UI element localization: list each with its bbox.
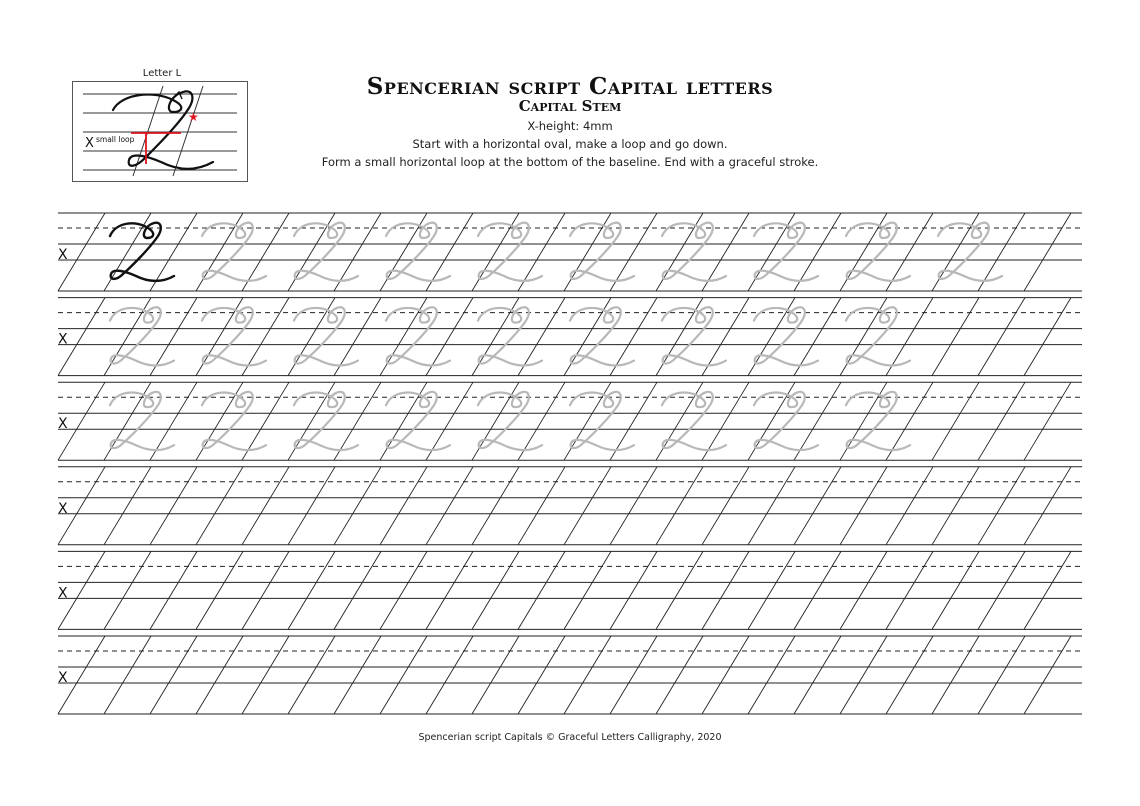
slant-line — [794, 467, 841, 545]
slant-line — [150, 636, 197, 714]
slant-line — [886, 298, 933, 376]
footer-copyright: Spencerian script Capitals © Graceful Letters Calligraphy, 2020 — [418, 732, 722, 743]
traced-letter-l-glyph — [754, 223, 818, 281]
practice-row — [58, 298, 1082, 376]
slant-line — [334, 467, 381, 545]
slant-line — [840, 551, 887, 629]
slant-line — [242, 213, 289, 291]
slant-line — [656, 467, 703, 545]
traced-letter-l-glyph — [846, 307, 910, 365]
slant-line — [1024, 636, 1071, 714]
slant-line — [886, 636, 933, 714]
x-height-mark: X — [58, 247, 68, 263]
slant-line — [104, 551, 151, 629]
page-subtitle: Capital Stem — [518, 97, 622, 115]
slant-line — [978, 298, 1025, 376]
slant-line — [702, 213, 749, 291]
slant-line — [748, 551, 795, 629]
traced-letter-l-glyph — [386, 307, 450, 365]
slant-line — [196, 551, 243, 629]
slant-line — [748, 467, 795, 545]
traced-letter-l-glyph — [478, 223, 542, 281]
slant-line — [610, 298, 657, 376]
practice-row — [58, 551, 1082, 629]
slant-line — [518, 467, 565, 545]
x-height-mark: X — [58, 670, 68, 686]
slant-line — [932, 382, 979, 460]
slant-line — [932, 298, 979, 376]
traced-letter-l-glyph — [570, 223, 634, 281]
slant-line — [426, 382, 473, 460]
slant-line — [426, 551, 473, 629]
slant-line — [196, 636, 243, 714]
letter-l-glyph — [110, 223, 174, 281]
slant-line — [794, 551, 841, 629]
slant-line — [242, 298, 289, 376]
slant-line — [518, 298, 565, 376]
slant-line — [104, 467, 151, 545]
traced-letter-l-glyph — [754, 392, 818, 450]
slant-line — [380, 467, 427, 545]
slant-line — [380, 636, 427, 714]
traced-letter-l-glyph — [110, 392, 174, 450]
slant-line — [564, 467, 611, 545]
slant-line — [610, 636, 657, 714]
x-height-mark: X — [58, 500, 68, 517]
slant-line — [150, 551, 197, 629]
slant-line — [702, 467, 749, 545]
slant-line — [1024, 298, 1071, 376]
sample-x-mark: X — [85, 136, 94, 151]
slant-line — [840, 636, 887, 714]
slant-line — [656, 636, 703, 714]
x-height-mark: X — [58, 416, 68, 433]
traced-letter-l-glyph — [386, 392, 450, 450]
slant-line — [242, 382, 289, 460]
traced-letter-l-glyph — [754, 307, 818, 365]
slant-line — [656, 551, 703, 629]
x-height-mark: X — [58, 585, 68, 602]
traced-letter-l-glyph — [846, 223, 910, 281]
traced-letter-l-glyph — [938, 223, 1002, 281]
slant-line — [104, 636, 151, 714]
slant-line — [518, 382, 565, 460]
slant-line — [1024, 551, 1071, 629]
traced-letter-l-glyph — [294, 392, 358, 450]
slant-line — [886, 213, 933, 291]
traced-letter-l-glyph — [294, 307, 358, 365]
slant-line — [150, 213, 197, 291]
traced-letter-l-glyph — [662, 223, 726, 281]
traced-letter-l-glyph — [386, 223, 450, 281]
slant-line — [932, 551, 979, 629]
slant-line — [334, 551, 381, 629]
page-title: Spencerian script Capital letters — [366, 73, 774, 100]
slant-line — [518, 551, 565, 629]
slant-line — [426, 298, 473, 376]
slant-line — [702, 298, 749, 376]
slant-line — [150, 298, 197, 376]
traced-letter-l-glyph — [294, 223, 358, 281]
traced-letter-l-glyph — [478, 307, 542, 365]
slant-line — [288, 636, 335, 714]
slant-line — [932, 467, 979, 545]
slant-line — [978, 382, 1025, 460]
loop-label: small loop — [96, 135, 135, 144]
traced-letter-l-glyph — [846, 392, 910, 450]
slant-line — [794, 382, 841, 460]
slant-line — [702, 551, 749, 629]
star-icon: ★ — [188, 110, 199, 124]
slant-line — [334, 213, 381, 291]
slant-line — [472, 551, 519, 629]
slant-line — [334, 382, 381, 460]
slant-line — [564, 551, 611, 629]
traced-letter-l-glyph — [570, 307, 634, 365]
traced-letter-l-glyph — [478, 392, 542, 450]
slant-line — [978, 551, 1025, 629]
slant-line — [288, 551, 335, 629]
slant-line — [1024, 467, 1071, 545]
slant-line — [472, 636, 519, 714]
instruction-line-2: Form a small horizontal loop at the bottom of the baseline. End with a graceful stroke. — [321, 155, 819, 169]
slant-line — [1024, 213, 1071, 291]
traced-letter-l-glyph — [202, 223, 266, 281]
slant-line — [472, 467, 519, 545]
practice-row — [58, 382, 1082, 460]
slant-line — [288, 467, 335, 545]
traced-letter-l-glyph — [202, 307, 266, 365]
x-height-mark: X — [58, 331, 68, 348]
practice-row — [58, 213, 1082, 291]
slant-line — [886, 551, 933, 629]
slant-line — [978, 213, 1025, 291]
practice-row — [58, 467, 1082, 545]
slant-line — [610, 213, 657, 291]
slant-line — [334, 636, 381, 714]
x-height-note: X-height: 4mm — [527, 119, 613, 133]
slant-line — [610, 382, 657, 460]
slant-line — [748, 636, 795, 714]
slant-line — [932, 636, 979, 714]
slant-line — [794, 213, 841, 291]
slant-line — [702, 382, 749, 460]
slant-line — [886, 467, 933, 545]
slant-line — [794, 636, 841, 714]
slant-line — [242, 636, 289, 714]
instruction-line-1: Start with a horizontal oval, make a loop and go down. — [412, 137, 728, 151]
practice-row — [58, 636, 1082, 714]
slant-line — [702, 636, 749, 714]
slant-line — [610, 551, 657, 629]
slant-line — [334, 298, 381, 376]
slant-line — [794, 298, 841, 376]
slant-line — [978, 467, 1025, 545]
traced-letter-l-glyph — [662, 307, 726, 365]
traced-letter-l-glyph — [110, 307, 174, 365]
slant-line — [1024, 382, 1071, 460]
slant-line — [150, 382, 197, 460]
slant-line — [564, 636, 611, 714]
sample-caption: Letter L — [142, 68, 182, 79]
slant-line — [886, 382, 933, 460]
traced-letter-l-glyph — [202, 392, 266, 450]
slant-line — [610, 467, 657, 545]
slant-line — [840, 467, 887, 545]
slant-line — [426, 213, 473, 291]
slant-line — [196, 467, 243, 545]
slant-line — [380, 551, 427, 629]
traced-letter-l-glyph — [662, 392, 726, 450]
slant-line — [242, 467, 289, 545]
slant-line — [242, 551, 289, 629]
slant-line — [518, 636, 565, 714]
slant-line — [426, 636, 473, 714]
traced-letter-l-glyph — [570, 392, 634, 450]
slant-line — [978, 636, 1025, 714]
slant-line — [150, 467, 197, 545]
slant-line — [426, 467, 473, 545]
slant-line — [518, 213, 565, 291]
